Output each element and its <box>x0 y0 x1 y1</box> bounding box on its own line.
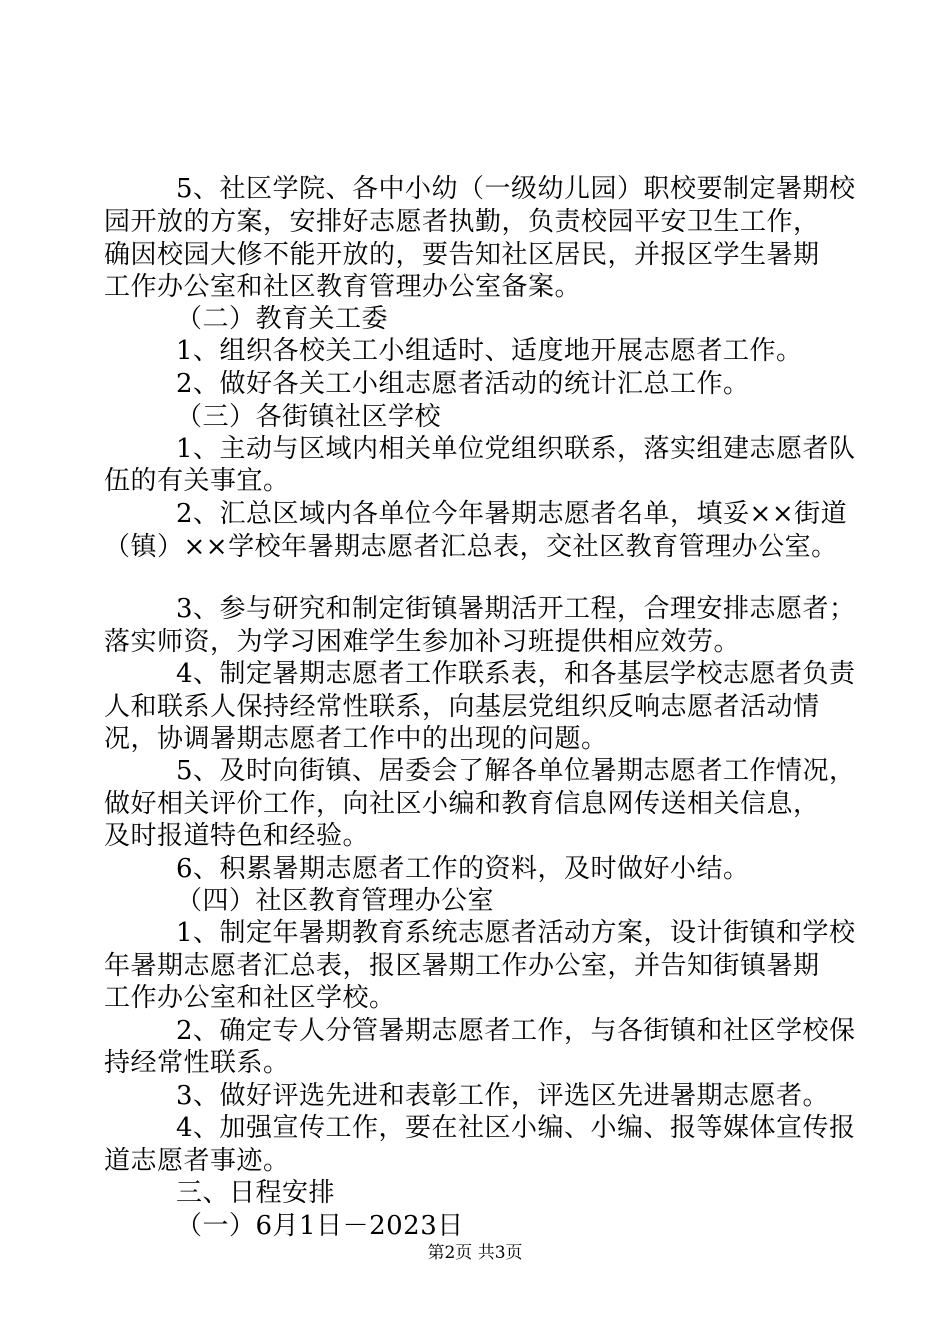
text-line: 4、加强宣传工作，要在社区小编、小编、报等媒体宣传报 <box>176 1113 856 1143</box>
text-line: 工作办公室和社区学校。 <box>104 983 396 1013</box>
text-line: 园开放的方案，安排好志愿者执勤，负责校园平安卫生工作， <box>104 207 820 237</box>
text-line: 2、汇总区域内各单位今年暑期志愿者名单，填妥××街道 <box>176 499 848 529</box>
text-line: 道志愿者事迹。 <box>104 1146 290 1176</box>
text-line: 落实师资，为学习困难学生参加补习班提供相应效劳。 <box>104 627 741 657</box>
section-heading: 三、日程安排 <box>176 1178 336 1208</box>
text-line: 持经常性联系。 <box>104 1048 290 1078</box>
text-line: 做好相关评价工作，向社区小编和教育信息网传送相关信息， <box>104 789 820 819</box>
text-line: 3、参与研究和制定街镇暑期活开工程，合理安排志愿者； <box>176 594 856 624</box>
text-line: 况，协调暑期志愿者工作中的出现的问题。 <box>104 724 608 754</box>
text-line: 人和联系人保持经常性联系，向基层党组织反响志愿者活动情 <box>104 692 820 722</box>
section-heading: （三）各街镇社区学校 <box>176 402 442 432</box>
text-line: （一）6月1日－2023日 <box>176 1211 464 1241</box>
section-heading: （二）教育关工委 <box>176 304 389 334</box>
text-line: 5、社区学院、各中小幼（一级幼儿园）职校要制定暑期校 <box>176 174 856 204</box>
text-line: 3、做好评选先进和表彰工作，评选区先进暑期志愿者。 <box>176 1081 830 1111</box>
text-line: 1、制定年暑期教育系统志愿者活动方案，设计街镇和学校 <box>176 918 856 948</box>
text-line: 确因校园大修不能开放的，要告知社区居民，并报区学生暑期 <box>104 240 820 270</box>
text-line: 4、制定暑期志愿者工作联系表，和各基层学校志愿者负责 <box>176 659 856 689</box>
section-heading: （四）社区教育管理办公室 <box>176 886 495 916</box>
text-line: 2、做好各关工小组志愿者活动的统计汇总工作。 <box>176 369 750 399</box>
text-line: （镇）××学校年暑期志愿者汇总表，交社区教育管理办公室。 <box>104 532 838 562</box>
page-number-footer: 第2页 共3页 <box>427 1243 523 1263</box>
text-line: 5、及时向街镇、居委会了解各单位暑期志愿者工作情况， <box>176 756 856 786</box>
text-line: 工作办公室和社区教育管理办公室备案。 <box>104 272 582 302</box>
text-line: 1、主动与区域内相关单位党组织联系，落实组建志愿者队 <box>176 434 856 464</box>
text-line: 6、积累暑期志愿者工作的资料，及时做好小结。 <box>176 854 750 884</box>
text-line: 伍的有关事宜。 <box>104 466 290 496</box>
text-line: 2、确定专人分管暑期志愿者工作，与各街镇和社区学校保 <box>176 1016 856 1046</box>
text-line: 及时报道特色和经验。 <box>104 821 370 851</box>
text-line: 年暑期志愿者汇总表，报区暑期工作办公室，并告知街镇暑期 <box>104 951 820 981</box>
text-line: 1、组织各校关工小组适时、适度地开展志愿者工作。 <box>176 336 803 366</box>
